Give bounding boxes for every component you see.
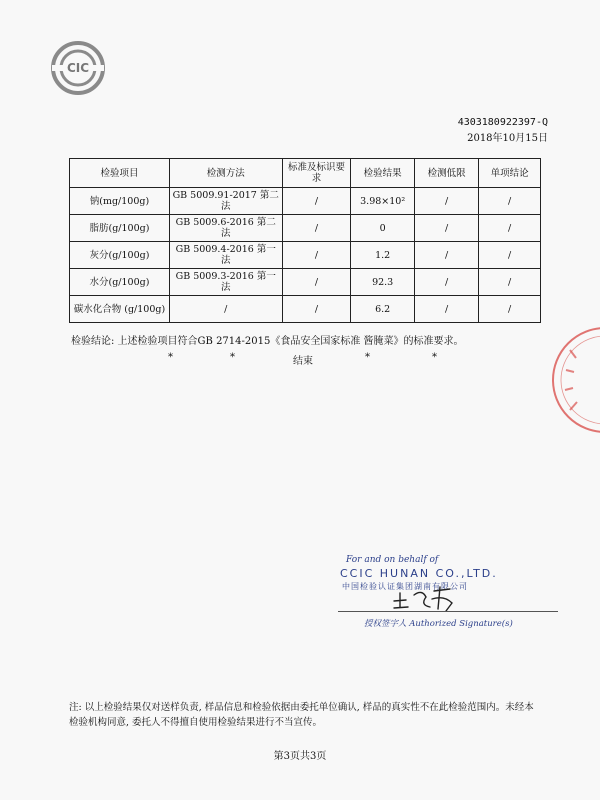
report-number: 4303180922397-Q — [457, 117, 548, 128]
header-item: 检验项目 — [70, 159, 170, 188]
cell-method: GB 5009.3-2016 第一法 — [169, 269, 282, 296]
logo-text: CIC — [66, 61, 90, 75]
cell-conclusion: / — [479, 269, 541, 296]
cell-standard: / — [282, 215, 351, 242]
report-date: 2018年10月15日 — [467, 133, 548, 144]
signature-line — [338, 611, 558, 612]
star-mark: * — [365, 352, 370, 363]
cell-limit: / — [414, 215, 478, 242]
star-mark: * — [168, 352, 173, 363]
cell-conclusion: / — [479, 188, 541, 215]
cell-result: 92.3 — [351, 269, 414, 296]
cell-limit: / — [414, 242, 478, 269]
cell-item: 钠(mg/100g) — [70, 188, 170, 215]
cell-limit: / — [414, 296, 478, 323]
cell-item: 脂肪(g/100g) — [70, 215, 170, 242]
table-row — [70, 215, 541, 242]
header-standard: 标准及标识要求 — [282, 159, 351, 188]
cell-method: GB 5009.4-2016 第一法 — [169, 242, 282, 269]
company-english-name: CCIC HUNAN CO.,LTD. — [340, 567, 498, 580]
table-row — [70, 296, 541, 323]
star-mark: * — [230, 352, 235, 363]
table-row — [70, 269, 541, 296]
cell-limit: / — [414, 269, 478, 296]
page-number: 第3页共3页 — [273, 751, 327, 762]
header-limit: 检测低限 — [414, 159, 478, 188]
cell-item: 碳水化合物 (g/100g) — [70, 296, 170, 323]
header-method: 检测方法 — [169, 159, 282, 188]
handwritten-signature — [390, 583, 460, 613]
cell-method: / — [169, 296, 282, 323]
authorized-signatory-label: 授权签字人 Authorized Signature(s) — [364, 619, 513, 629]
cell-standard: / — [282, 242, 351, 269]
cell-item: 灰分(g/100g) — [70, 242, 170, 269]
end-label: 结束 — [293, 356, 313, 367]
cell-result: 6.2 — [351, 296, 414, 323]
cell-item: 水分(g/100g) — [70, 269, 170, 296]
cell-result: 1.2 — [351, 242, 414, 269]
cell-conclusion: / — [479, 242, 541, 269]
star-mark: * — [432, 352, 437, 363]
header-result: 检验结果 — [351, 159, 414, 188]
cell-result: 0 — [351, 215, 414, 242]
company-chinese-name: 中国检验认证集团湖南有限公司 — [342, 582, 468, 591]
red-seal-stamp — [510, 320, 600, 440]
cell-method: GB 5009.6-2016 第二法 — [169, 215, 282, 242]
cic-logo — [50, 40, 106, 96]
table-row — [70, 242, 541, 269]
cell-standard: / — [282, 188, 351, 215]
cell-conclusion: / — [479, 215, 541, 242]
cell-standard: / — [282, 269, 351, 296]
table-row — [70, 188, 541, 215]
cell-standard: / — [282, 296, 351, 323]
cell-limit: / — [414, 188, 478, 215]
results-table — [69, 158, 541, 323]
cell-conclusion: / — [479, 296, 541, 323]
cell-result: 3.98×10² — [351, 188, 414, 215]
for-behalf-text: For and on behalf of — [346, 555, 439, 565]
table-header-row — [70, 159, 541, 188]
header-conclusion: 单项结论 — [479, 159, 541, 188]
authorization-block — [330, 555, 560, 635]
inspection-conclusion: 检验结论: 上述检验项目符合GB 2714-2015《食品安全国家标准 酱腌菜》的标准要求。 — [71, 336, 464, 347]
cell-method: GB 5009.91-2017 第二法 — [169, 188, 282, 215]
disclaimer-note: 注: 以上检验结果仅对送样负责, 样品信息和检验依据由委托单位确认, 样品的真实性不在此检验范围内。未经本检验机构同意, 委托人不得擅自使用检验结果进行不当宣传。 — [69, 702, 534, 728]
